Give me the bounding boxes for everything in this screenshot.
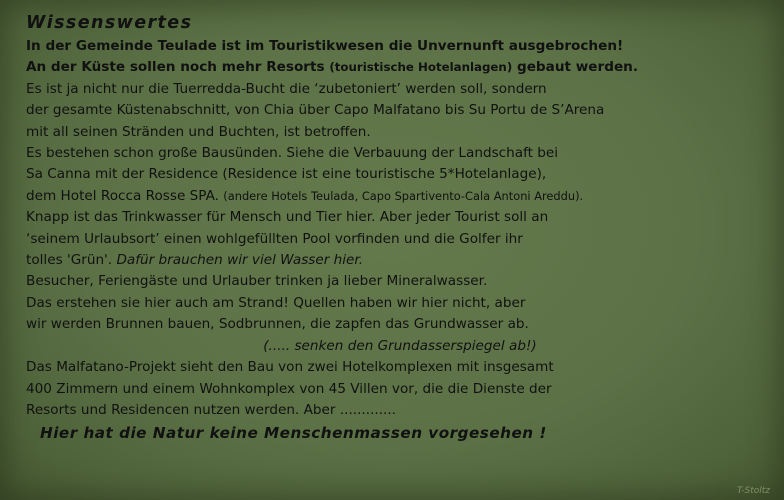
line-5: mit all seinen Stränden und Buchten, ist betroffen. — [26, 123, 371, 140]
line-11-italic: Dafür brauchen wir viel Wasser hier. — [116, 252, 364, 269]
line-2-end: gebaut werden. — [512, 59, 639, 76]
line-16: Das Malfatano-Projekt sieht den Bau von zwei Hotelkomplexen mit insgesamt — [26, 359, 554, 376]
line-6: Es bestehen schon große Bausünden. Siehe die Verbauung der Landschaft bei — [26, 145, 559, 162]
line-8-main: dem Hotel Rocca Rosse SPA. — [26, 187, 224, 204]
watermark: T-Stoltz — [737, 486, 770, 496]
line-1: In der Gemeinde Teulade ist im Touristikwesen die Unvernunft ausgebrochen! — [26, 38, 624, 54]
line-8-note: (andere Hotels Teulada, Capo Spartivento-Cala Antoni Areddu). — [223, 188, 584, 203]
line-2-note: (touristische Hotelanlagen) — [329, 60, 513, 75]
closing-statement: Hier hat die Natur keine Menschenmassen vorgesehen ! — [40, 424, 547, 443]
line-13: Das erstehen sie hier auch am Strand! Quellen haben wir hier nicht, aber — [26, 294, 526, 311]
heading: Wissenswertes — [26, 13, 193, 33]
line-15: (..... senken den Grundasserspiegel ab!) — [263, 337, 537, 354]
line-2-main: An der Küste sollen noch mehr Resorts — [26, 59, 330, 76]
line-3: Es ist ja nicht nur die Tuerredda-Bucht die ‘zubetoniert’ werden soll, sondern — [26, 80, 547, 97]
line-18: Resorts und Residencen nutzen werden. Aber ............. — [26, 401, 396, 418]
line-17: 400 Zimmern und einem Wohnkomplex von 45 Villen vor, die die Dienste der — [26, 380, 552, 397]
line-7: Sa Canna mit der Residence (Residence ist eine touristische 5*Hotelanlage), — [26, 166, 547, 183]
line-10: ‘seinem Urlaubsort’ einen wohlgefüllten Pool vorfinden und die Golfer ihr — [26, 230, 523, 247]
line-9: Knapp ist das Trinkwasser für Mensch und Tier hier. Aber jeder Tourist soll an — [26, 209, 549, 226]
line-14: wir werden Brunnen bauen, Sodbrunnen, die zapfen das Grundwasser ab. — [26, 316, 529, 333]
line-12: Besucher, Feriengäste und Urlauber trinken ja lieber Mineralwasser. — [26, 273, 488, 290]
line-4: der gesamte Küstenabschnitt, von Chia über Capo Malfatano bis Su Portu de S’Arena — [26, 102, 605, 119]
line-11 — [26, 250, 774, 271]
line-8 — [26, 186, 774, 207]
line-2 — [26, 57, 774, 78]
line-11-main: tolles 'Grün'. — [26, 252, 117, 269]
